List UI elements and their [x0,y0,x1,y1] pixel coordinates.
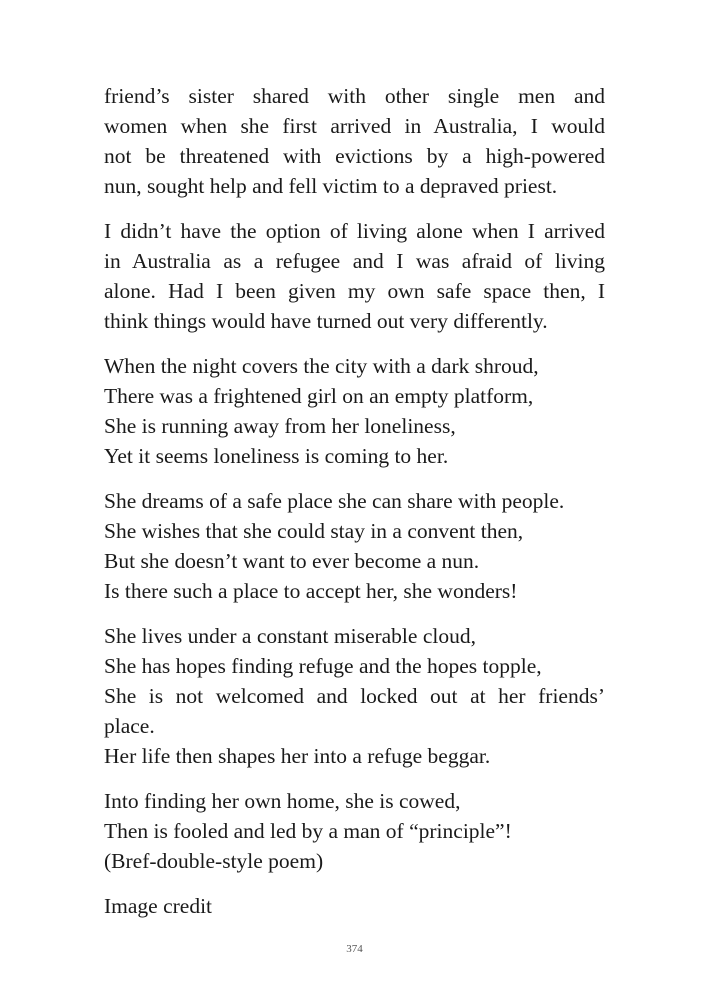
text-line: alone. Had I been given my own safe space then, I [104,279,605,303]
poem-stanza-3 [104,621,605,771]
text-line: women when she first arrived in Australia, I would [104,114,605,138]
text-line: I didn’t have the option of living alone when I arrived [104,219,605,243]
poem-line: But she doesn’t want to ever become a nun. [104,549,480,573]
poem-stanza-1 [104,351,605,471]
poem-form-note: (Bref-double-style poem) [104,849,324,873]
prose-paragraph-1 [104,81,605,201]
image-credit: Image credit [104,894,213,918]
text-line: friend’s sister shared with other single men and [104,84,605,108]
poem-line: place. [104,714,155,738]
text-line: in Australia as a refugee and I was afraid of living [104,249,605,273]
page-body [104,81,605,921]
prose-paragraph-2 [104,216,605,336]
poem-line: She is not welcomed and locked out at her friends’ [104,684,605,708]
poem-line: Yet it seems loneliness is coming to her. [104,444,449,468]
poem-line: Her life then shapes her into a refuge beggar. [104,744,491,768]
poem-line: Is there such a place to accept her, she wonders! [104,579,518,603]
page-number: 374 [346,943,363,955]
poem-line: Then is fooled and led by a man of “principle”! [104,819,512,843]
text-line: nun, sought help and fell victim to a depraved priest. [104,174,558,198]
poem-line: She is running away from her loneliness, [104,414,456,438]
poem-stanza-2 [104,486,605,606]
poem-line: Into finding her own home, she is cowed, [104,789,461,813]
poem-line: There was a frightened girl on an empty platform, [104,384,534,408]
poem-line: She wishes that she could stay in a convent then, [104,519,524,543]
poem-line: She dreams of a safe place she can share with people. [104,489,565,513]
text-line: think things would have turned out very differently. [104,309,548,333]
poem-line: She has hopes finding refuge and the hopes topple, [104,654,542,678]
text-line: not be threatened with evictions by a high-powered [104,144,605,168]
poem-line: When the night covers the city with a dark shroud, [104,354,539,378]
poem-stanza-4 [104,786,605,876]
poem-line: She lives under a constant miserable cloud, [104,624,476,648]
